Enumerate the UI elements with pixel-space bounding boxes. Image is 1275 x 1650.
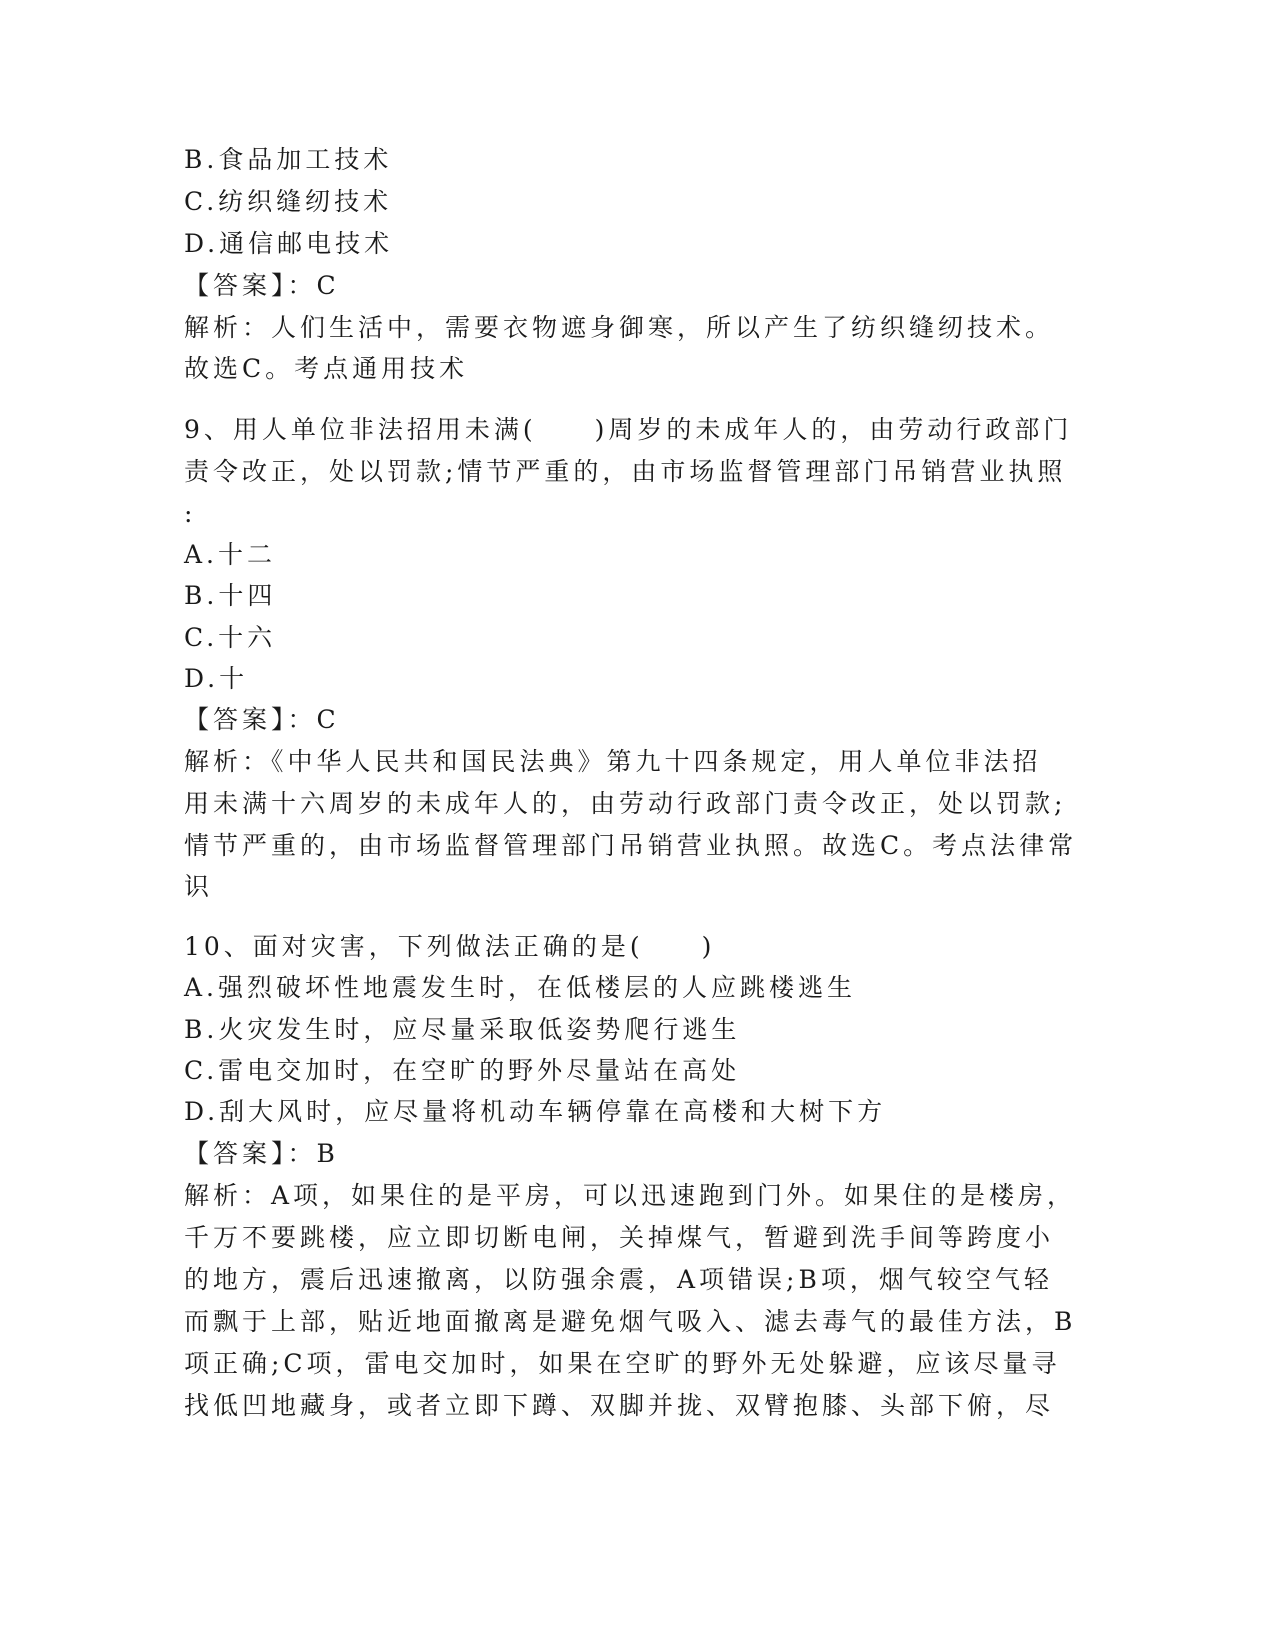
q9-option-c: C.十六 <box>184 623 277 652</box>
q9-explanation-line: 解析：《中华人民共和国民法典》第九十四条规定，用人单位非法招 <box>184 747 1042 776</box>
q9-explanation-line: 用未满十六周岁的未成年人的，由劳动行政部门责令改正，处以罚款; <box>184 789 1067 818</box>
q9-option-d: D.十 <box>184 664 249 693</box>
q10-stem: 10、面对灾害，下列做法正确的是( ) <box>184 932 716 961</box>
q8-option-b: B.食品加工技术 <box>184 145 393 174</box>
q10-option-d: D.刮大风时，应尽量将机动车辆停靠在高楼和大树下方 <box>184 1097 887 1126</box>
q9-option-a: A.十二 <box>184 540 277 569</box>
q8-option-c: C.纺织缝纫技术 <box>184 187 393 216</box>
q10-option-c: C.雷电交加时，在空旷的野外尽量站在高处 <box>184 1056 741 1085</box>
q9-option-b: B.十四 <box>184 581 277 610</box>
q9-stem-line: 9、用人单位非法招用未满( )周岁的未成年人的，由劳动行政部门 <box>184 415 1073 444</box>
q8-option-d: D.通信邮电技术 <box>184 229 394 258</box>
q10-answer: 【答案】：B <box>184 1139 339 1168</box>
q10-explanation-line: 找低凹地藏身，或者立即下蹲、双脚并拢、双臂抱膝、头部下俯，尽 <box>184 1391 1055 1420</box>
q9-stem-line: : <box>184 499 197 528</box>
q10-explanation-line: 的地方，震后迅速撤离，以防强余震，A项错误;B项，烟气较空气轻 <box>184 1265 1053 1294</box>
q10-option-b: B.火灾发生时，应尽量采取低姿势爬行逃生 <box>184 1015 741 1044</box>
q9-explanation-line: 识 <box>184 872 214 901</box>
q9-answer: 【答案】：C <box>184 705 340 734</box>
q9-explanation-line: 情节严重的，由市场监督管理部门吊销营业执照。故选C。考点法律常 <box>184 831 1078 860</box>
q8-explanation-line: 故选C。考点通用技术 <box>184 354 469 383</box>
q10-explanation-line: 解析：A项，如果住的是平房，可以迅速跑到门外。如果住的是楼房， <box>184 1181 1077 1210</box>
q10-explanation-line: 千万不要跳楼，应立即切断电闸，关掉煤气，暂避到洗手间等跨度小 <box>184 1223 1055 1252</box>
q10-explanation-line: 项正确;C项，雷电交加时，如果在空旷的野外无处躲避，应该尽量寻 <box>184 1349 1061 1378</box>
q8-answer: 【答案】：C <box>184 271 340 300</box>
q9-stem-line: 责令改正，处以罚款;情节严重的，由市场监督管理部门吊销营业执照 <box>184 457 1067 486</box>
q10-explanation-line: 而飘于上部，贴近地面撤离是避免烟气吸入、滤去毒气的最佳方法，B <box>184 1307 1077 1336</box>
q10-option-a: A.强烈破坏性地震发生时，在低楼层的人应跳楼逃生 <box>184 973 857 1002</box>
q8-explanation-line: 解析：人们生活中，需要衣物遮身御寒，所以产生了纺织缝纫技术。 <box>184 313 1055 342</box>
